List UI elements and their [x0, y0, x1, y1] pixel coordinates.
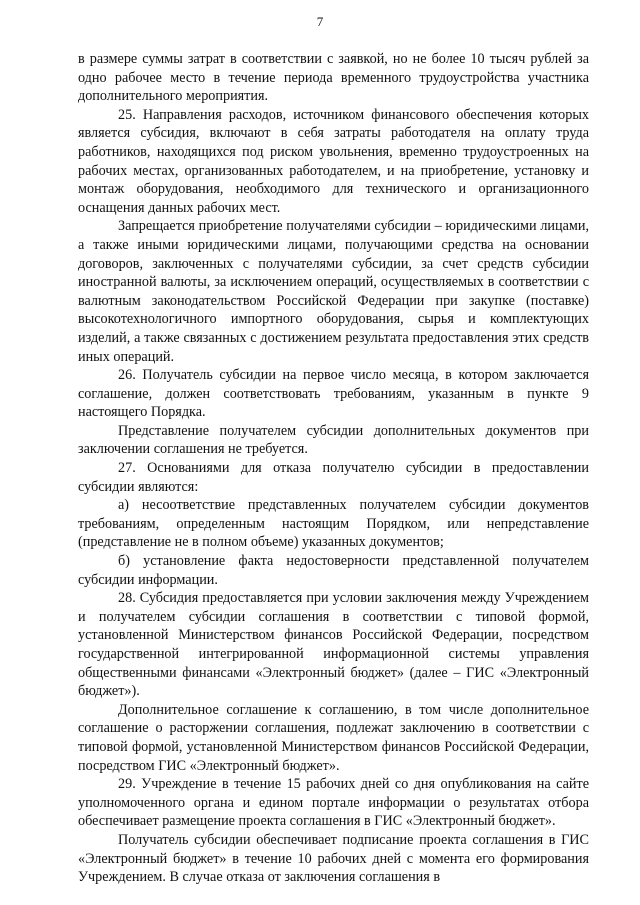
paragraph-subitem-a: а) несоответствие представленных получателем субсидии документов требованиям, определенным настоящим Порядком, или непредставление (представление не в полном объеме) указанных документов; [78, 497, 589, 551]
paragraph-continuation: в размере суммы затрат в соответствии с заявкой, но не более 10 тысяч рублей за одно рабочее место в течение периода временного трудоустройства участника дополнительного мероприятия. [78, 51, 589, 105]
paragraph-item-26: 26. Получатель субсидии на первое число месяца, в котором заключается соглашение, должен соответствовать требованиям, указанным в пункте 9 настоящего Порядка. [78, 367, 589, 421]
paragraph-item-27: 27. Основаниями для отказа получателю субсидии в предоставлении субсидии являются: [78, 460, 589, 495]
paragraph-item-29: 29. Учреждение в течение 15 рабочих дней со дня опубликования на сайте уполномоченного органа и едином портале информации о результатах отбора обеспечивает размещение проекта соглашения в ГИС «Электронный бюджет». [78, 776, 589, 830]
paragraph-additional-documents: Представление получателем субсидии дополнительных документов при заключении соглашения не требуется. [78, 422, 589, 458]
paragraph-subitem-b: б) установление факта недостоверности представленной получателем субсидии информации. [78, 553, 589, 588]
page-number: 7 [316, 14, 324, 29]
paragraph-item-28: 28. Субсидия предоставляется при условии заключения между Учреждением и получателем субсидии соглашения в соответствии с типовой формой, установленной Министерством финансов Российской Федерации, посредством государственной интегрированной информационной системы управления общественными финансами «Электронный бюджет» (далее – ГИС «Электронный бюджет»). [78, 590, 589, 700]
document-body [78, 50, 589, 887]
paragraph-signing: Получатель субсидии обеспечивает подписание проекта соглашения в ГИС «Электронный бюджет» в течение 10 рабочих дней с момента его формирования Учреждением. В случае отказа от заключения соглашения в [78, 831, 589, 886]
paragraph-additional-agreement: Дополнительное соглашение к соглашению, в том числе дополнительное соглашение о расторжении соглашения, подлежат заключению в соответствии с типовой формой, установленной Министерством финансов Российской Федерации, посредством ГИС «Электронный бюджет». [78, 701, 589, 774]
paragraph-currency-prohibition: Запрещается приобретение получателями субсидии – юридическими лицами, а также иными юридическими лицами, получающими средства на основании договоров, заключенных с получателями субсидии, за счет средств субсидии иностранной валюты, за исключением операций, осуществляемых в соответствии с валютным законодательством Российской Федерации при закупке (поставке) высокотехнологичного импортного оборудования, сырья и комплектующих изделий, а также связанных с достижением результата предоставления этих средств иных операций. [78, 218, 589, 365]
paragraph-item-25: 25. Направления расходов, источником финансового обеспечения которых является субсидия, включают в себя затраты работодателя на оплату труда работников, находящихся под риском увольнения, временно трудоустроенных на рабочих местах, организованных работодателем, и на приобретение, установку и монтаж оборудования, необходимого для технического и организационного оснащения данных рабочих мест. [78, 106, 589, 216]
